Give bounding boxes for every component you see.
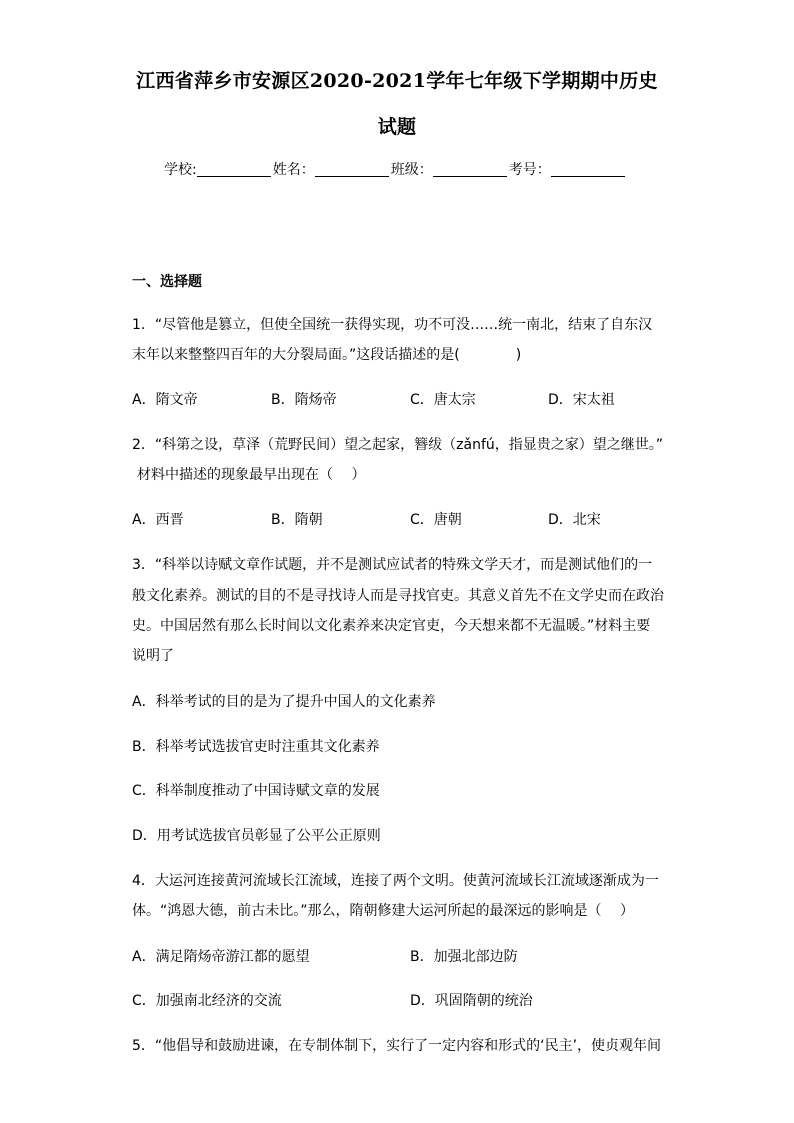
q4-option-c: C．加强南北经济的交流 — [132, 993, 282, 1009]
q3-line4: 说明了 — [132, 648, 174, 664]
q1-option-c: C．唐太宗 — [410, 392, 476, 408]
school-label: 学校: — [164, 162, 197, 178]
q2-line1: 2．“科第之设，草泽（荒野民间）望之起家，簪绂（zǎnfú，指显贵之家）望之继世。” — [132, 437, 664, 453]
q3-line2: 般文化素养。测试的目的不是寻找诗人而是寻找官吏。其意义首先不在文学史而在政治 — [132, 588, 664, 604]
q3-option-d: D．用考试选拔官员彰显了公平公正原则 — [132, 828, 381, 844]
q4-option-b: B．加强北部边防 — [410, 949, 518, 965]
q4-line2: 体。“鸿恩大德，前古未比。”那么，隋朝修建大运河所起的最深远的影响是（ ） — [132, 903, 634, 919]
q2-option-d: D．北宋 — [548, 512, 601, 528]
q5-line1: 5．“他倡导和鼓励进谏，在专制体制下，实行了一定内容和形式的‘民主’，使贞观年间 — [132, 1038, 662, 1054]
q3-option-a: A．科举考试的目的是为了提升中国人的文化素养 — [132, 694, 436, 710]
school-blank[interactable] — [197, 160, 271, 177]
number-label: 考号： — [508, 162, 551, 178]
q2-option-b: B．隋朝 — [271, 512, 323, 528]
q3-line3: 史。中国居然有那么长时间以文化素养来决定官吏，今天想来都不无温暖。”材料主要 — [132, 618, 651, 634]
class-label: 班级： — [390, 162, 433, 178]
name-blank[interactable] — [315, 160, 389, 177]
document-title-line2: 试题 — [377, 116, 417, 138]
q1-option-d: D．宋太祖 — [548, 392, 615, 408]
q2-option-a: A．西晋 — [132, 512, 184, 528]
q4-option-a: A．满足隋炀帝游江都的愿望 — [132, 949, 310, 965]
student-info-row — [164, 159, 627, 179]
q1-line1: 1．“尽管他是篡立，但使全国统一获得实现，功不可没……统一南北，结束了自东汉 — [132, 317, 653, 333]
q4-option-d: D．巩固隋朝的统治 — [410, 993, 533, 1009]
q1-line2: 末年以来整整四百年的大分裂局面。”这段话描述的是( ) — [132, 347, 522, 363]
name-label: 姓名： — [272, 162, 315, 178]
number-blank[interactable] — [551, 160, 625, 177]
q1-option-b: B．隋炀帝 — [271, 392, 337, 408]
q3-option-c: C．科举制度推动了中国诗赋文章的发展 — [132, 783, 380, 799]
q2-option-c: C．唐朝 — [410, 512, 462, 528]
q1-option-a: A．隋文帝 — [132, 392, 198, 408]
q2-line2: 材料中描述的现象最早出现在（ ） — [137, 467, 366, 483]
class-blank[interactable] — [433, 160, 507, 177]
q4-line1: 4．大运河连接黄河流域长江流域，连接了两个文明。使黄河流域长江流域逐渐成为一 — [132, 873, 659, 889]
document-title-line1: 江西省萍乡市安源区2020-2021学年七年级下学期期中历史 — [136, 70, 658, 92]
q3-line1: 3．“科举以诗赋文章作试题，并不是测试应试者的特殊文学天才，而是测试他们的一 — [132, 557, 653, 573]
section-heading: 一、选择题 — [132, 274, 202, 290]
q3-option-b: B．科举考试选拔官吏时注重其文化素养 — [132, 739, 380, 755]
